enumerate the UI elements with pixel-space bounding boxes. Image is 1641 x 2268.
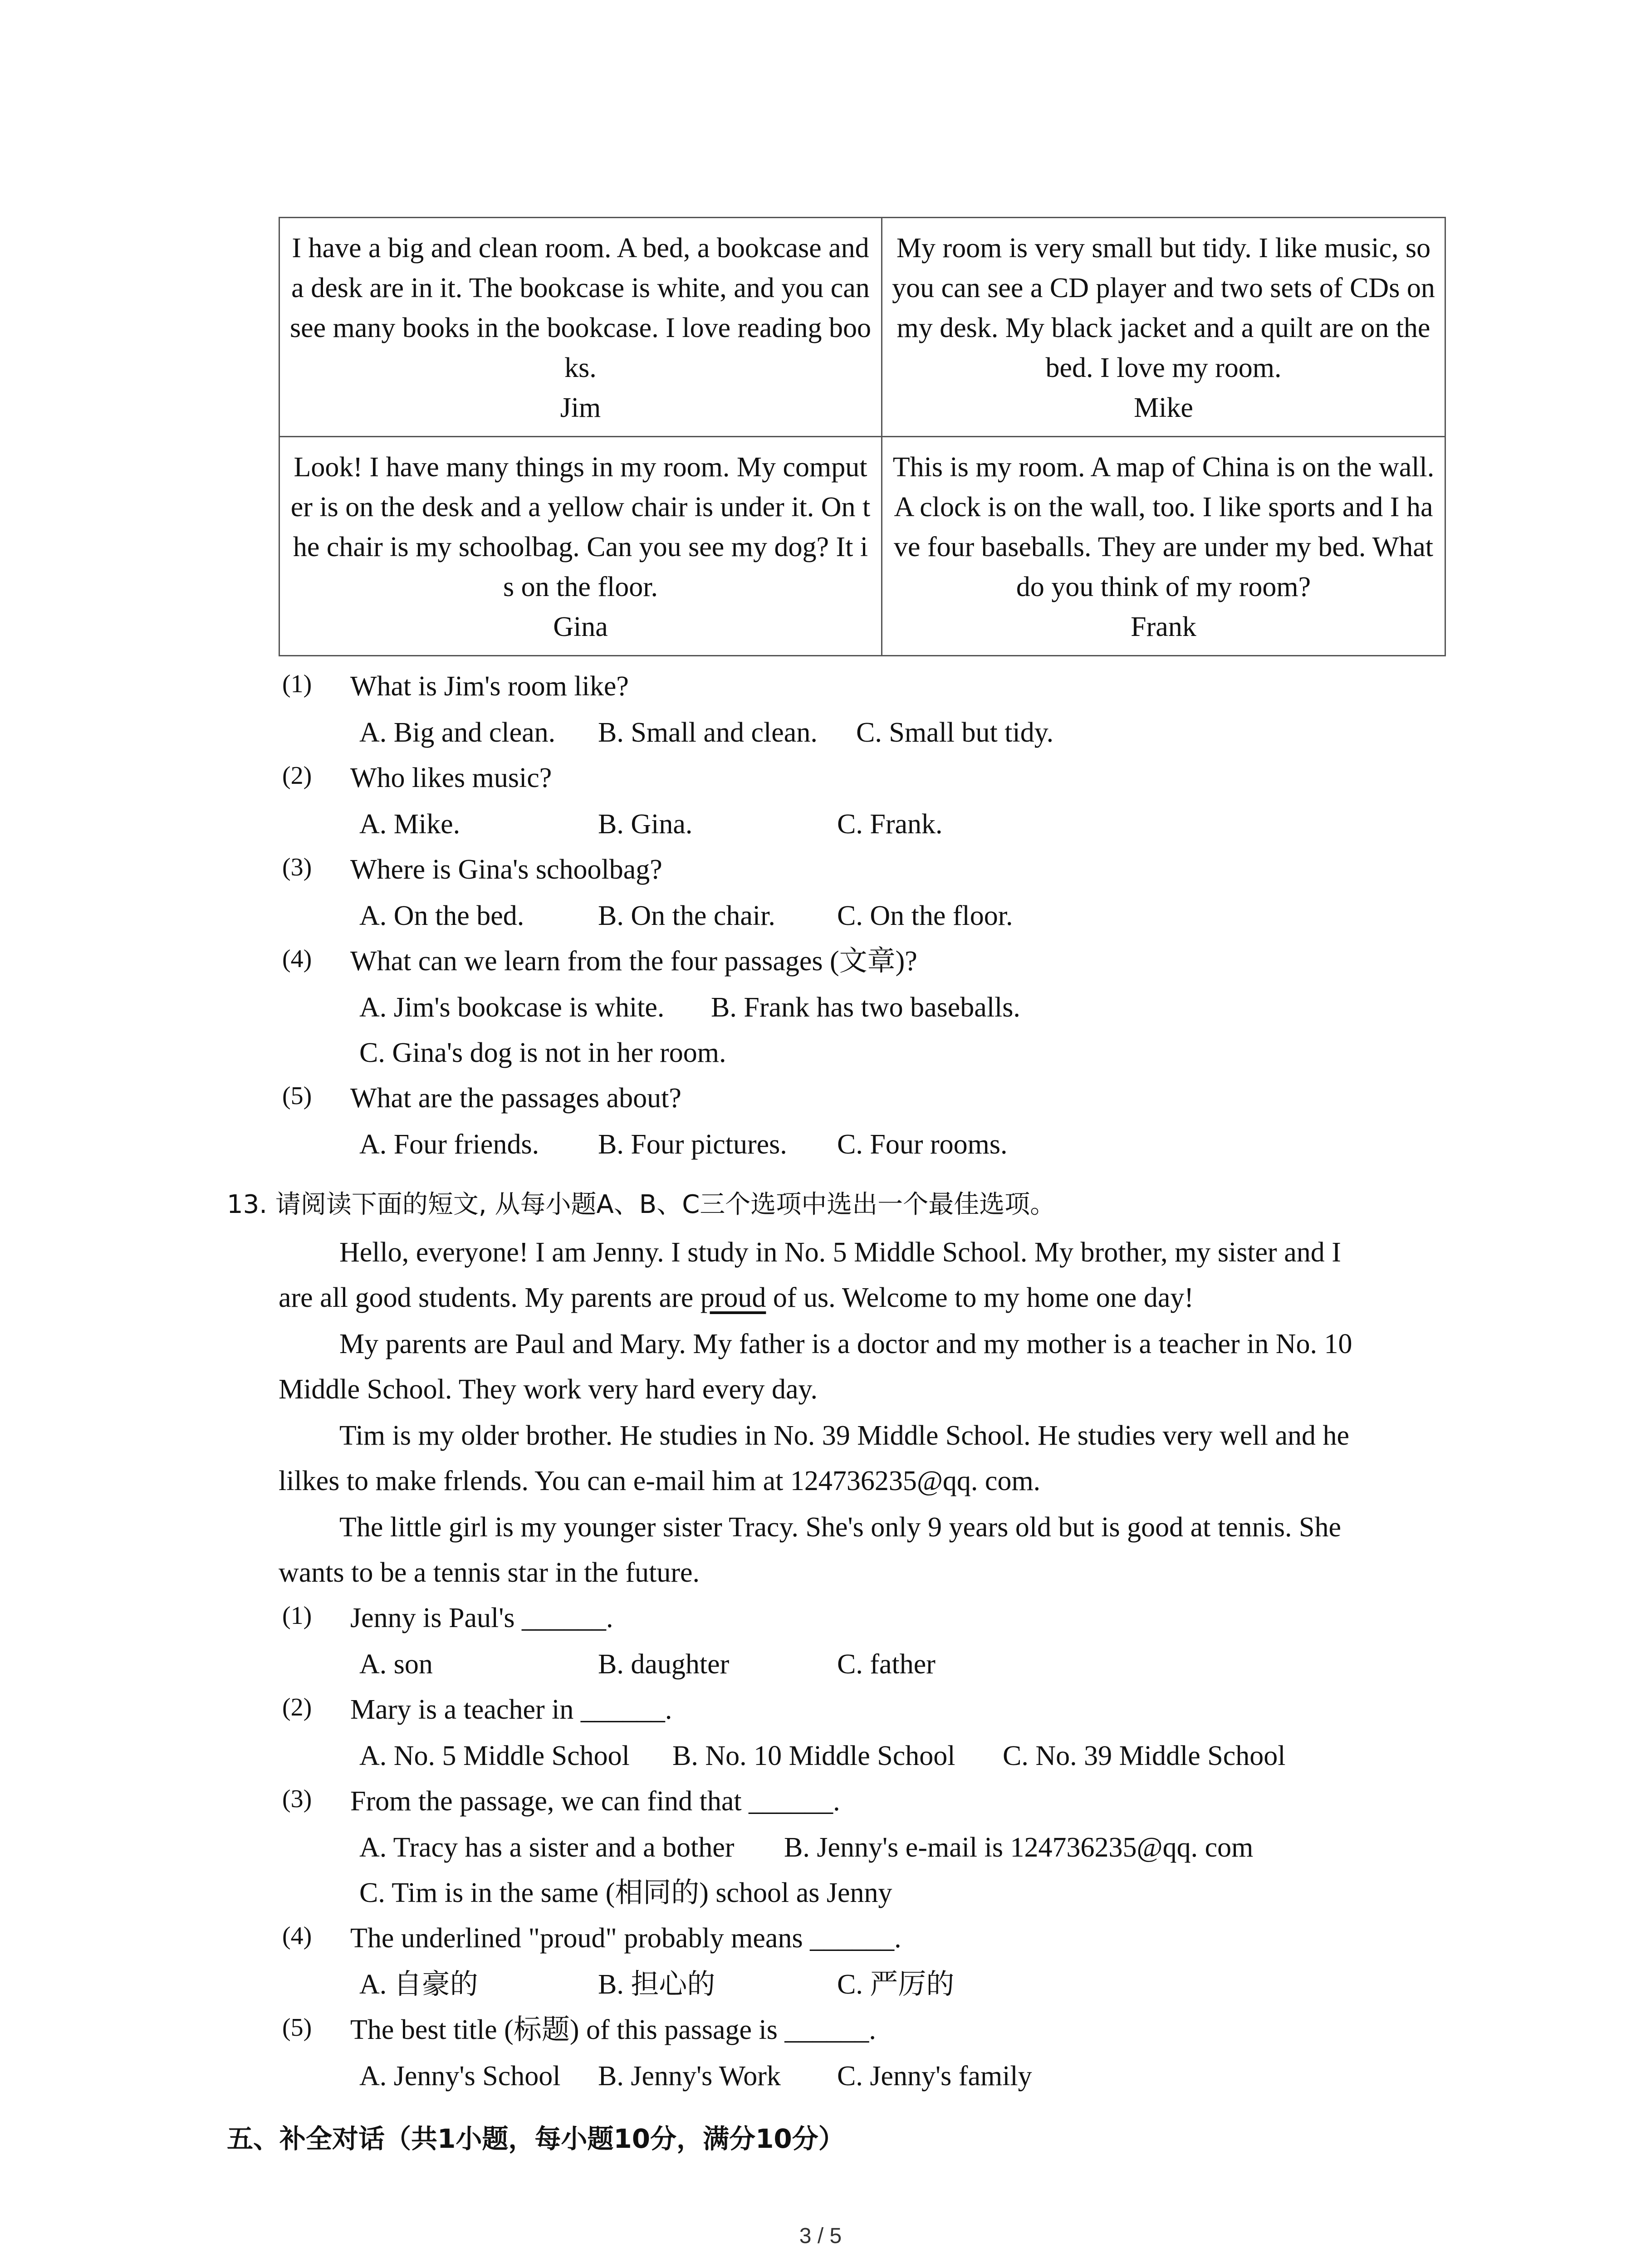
passage-line: lilkes to make frlends. You can e-mail him at 124736235@qq. com.: [279, 1466, 1041, 1496]
letter-text: I have a big and clean room. A bed, a bookcase and a desk are in it. The bookcase is white, and you can see many books in the bookcase. I love reading books.: [290, 233, 871, 383]
passage-line: Hello, everyone! I am Jenny. I study in No. 5 Middle School. My brother, my sister and I: [339, 1237, 1341, 1268]
option-c: C. Jenny's family: [837, 2061, 1032, 2092]
table-row: [279, 218, 1445, 437]
question-number: (1): [282, 1602, 312, 1630]
letter-text: My room is very small but tidy. I like music, so you can see a CD player and two sets of CDs on my desk. My black jacket and a quilt are on the bed. I love my room.: [892, 233, 1435, 383]
option-c: C. No. 39 Middle School: [1003, 1740, 1286, 1771]
option-c: C. Small but tidy.: [856, 717, 1054, 748]
letter-signature: Frank: [1131, 611, 1196, 642]
option-a: A. Mike.: [359, 809, 460, 840]
question-number: (3): [282, 853, 312, 881]
passage-line: wants to be a tennis star in the future.: [279, 1557, 700, 1588]
question-number: (3): [282, 1785, 312, 1813]
letter-signature: Mike: [1134, 392, 1193, 423]
question-text: Mary is a teacher in ______.: [350, 1694, 672, 1725]
option-c: C. Four rooms.: [837, 1129, 1008, 1160]
question-text: What are the passages about?: [350, 1083, 681, 1114]
option-c: C. On the floor.: [837, 900, 1013, 931]
question-number: (5): [282, 2014, 312, 2042]
letter-cell-frank: [882, 437, 1445, 656]
question-text: The underlined "proud" probably means ______.: [350, 1923, 901, 1954]
page-number: 3 / 5: [799, 2224, 842, 2248]
option-b: B. No. 10 Middle School: [672, 1740, 955, 1771]
option-b: B. 担心的: [598, 1969, 715, 2000]
letter-text: This is my room. A map of China is on the wall. A clock is on the wall, too. I like sports and I have four baseballs. They are under my bed. What do you think of my room?: [892, 452, 1435, 602]
question-text: Jenny is Paul's ______.: [350, 1603, 613, 1633]
passage-line: The little girl is my younger sister Tracy. She's only 9 years old but is good at tennis. She: [339, 1512, 1341, 1543]
question-text: Who likes music?: [350, 763, 552, 793]
option-a: A. son: [359, 1649, 433, 1680]
letter-cell-gina: [279, 437, 882, 656]
passage-text: are all good students. My parents are: [279, 1282, 700, 1313]
passage-line: Tim is my older brother. He studies in No. 39 Middle School. He studies very well and he: [339, 1420, 1350, 1451]
passage-line: [279, 1284, 1194, 1312]
option-b: B. Jenny's Work: [598, 2061, 781, 2092]
underlined-word: proud: [700, 1282, 766, 1313]
option-b: B. daughter: [598, 1649, 730, 1680]
option-c: C. father: [837, 1649, 936, 1680]
question-text: From the passage, we can find that ______.: [350, 1786, 840, 1817]
question-text: What can we learn from the four passages (文章)?: [350, 946, 917, 977]
letters-table: [279, 217, 1446, 656]
option-a: A. No. 5 Middle School: [359, 1740, 630, 1771]
passage-line: My parents are Paul and Mary. My father is a doctor and my mother is a teacher in No. 10: [339, 1329, 1352, 1359]
question-13-heading: 13. 请阅读下面的短文, 从每小题A、B、C三个选项中选出一个最佳选项。: [227, 1190, 1056, 1219]
option-c: C. Gina's dog is not in her room.: [359, 1037, 726, 1068]
letter-signature: Jim: [560, 392, 601, 423]
question-number: (1): [282, 670, 312, 698]
option-a: A. Four friends.: [359, 1129, 539, 1160]
option-b: B. Frank has two baseballs.: [711, 992, 1020, 1023]
option-c: C. Frank.: [837, 809, 943, 840]
passage-text: of us. Welcome to my home one day!: [766, 1282, 1194, 1313]
option-a: A. On the bed.: [359, 900, 524, 931]
option-a: A. Big and clean.: [359, 717, 556, 748]
letter-cell-jim: [279, 218, 882, 437]
question-number: (4): [282, 945, 312, 973]
section-five-heading: 五、补全对话（共1小题，每小题10分，满分10分）: [227, 2123, 845, 2154]
question-text: Where is Gina's schoolbag?: [350, 854, 662, 885]
option-b: B. Gina.: [598, 809, 693, 840]
question-number: (2): [282, 762, 312, 790]
option-b: B. On the chair.: [598, 900, 775, 931]
question-number: (4): [282, 1922, 312, 1950]
option-a: A. 自豪的: [359, 1969, 478, 2000]
question-number: (5): [282, 1082, 312, 1110]
question-number: (2): [282, 1693, 312, 1721]
passage-line: Middle School. They work very hard every day.: [279, 1374, 818, 1405]
option-b: B. Small and clean.: [598, 717, 818, 748]
option-b: B. Four pictures.: [598, 1129, 787, 1160]
letter-text: Look! I have many things in my room. My computer is on the desk and a yellow chair is under it. On the chair is my schoolbag. Can you see my dog? It is on the floor.: [290, 452, 871, 602]
option-a: A. Jenny's School: [359, 2061, 561, 2092]
option-b: B. Jenny's e-mail is 124736235@qq. com: [784, 1832, 1254, 1863]
option-a: A. Tracy has a sister and a bother: [359, 1832, 735, 1863]
option-c: C. 严厉的: [837, 1969, 955, 2000]
question-text: The best title (标题) of this passage is ______.: [350, 2014, 876, 2045]
table-row: [279, 437, 1445, 656]
letter-cell-mike: [882, 218, 1445, 437]
letter-signature: Gina: [553, 611, 608, 642]
option-c: C. Tim is in the same (相同的) school as Jenny: [359, 1877, 892, 1908]
question-text: What is Jim's room like?: [350, 671, 629, 702]
option-a: A. Jim's bookcase is white.: [359, 992, 665, 1023]
